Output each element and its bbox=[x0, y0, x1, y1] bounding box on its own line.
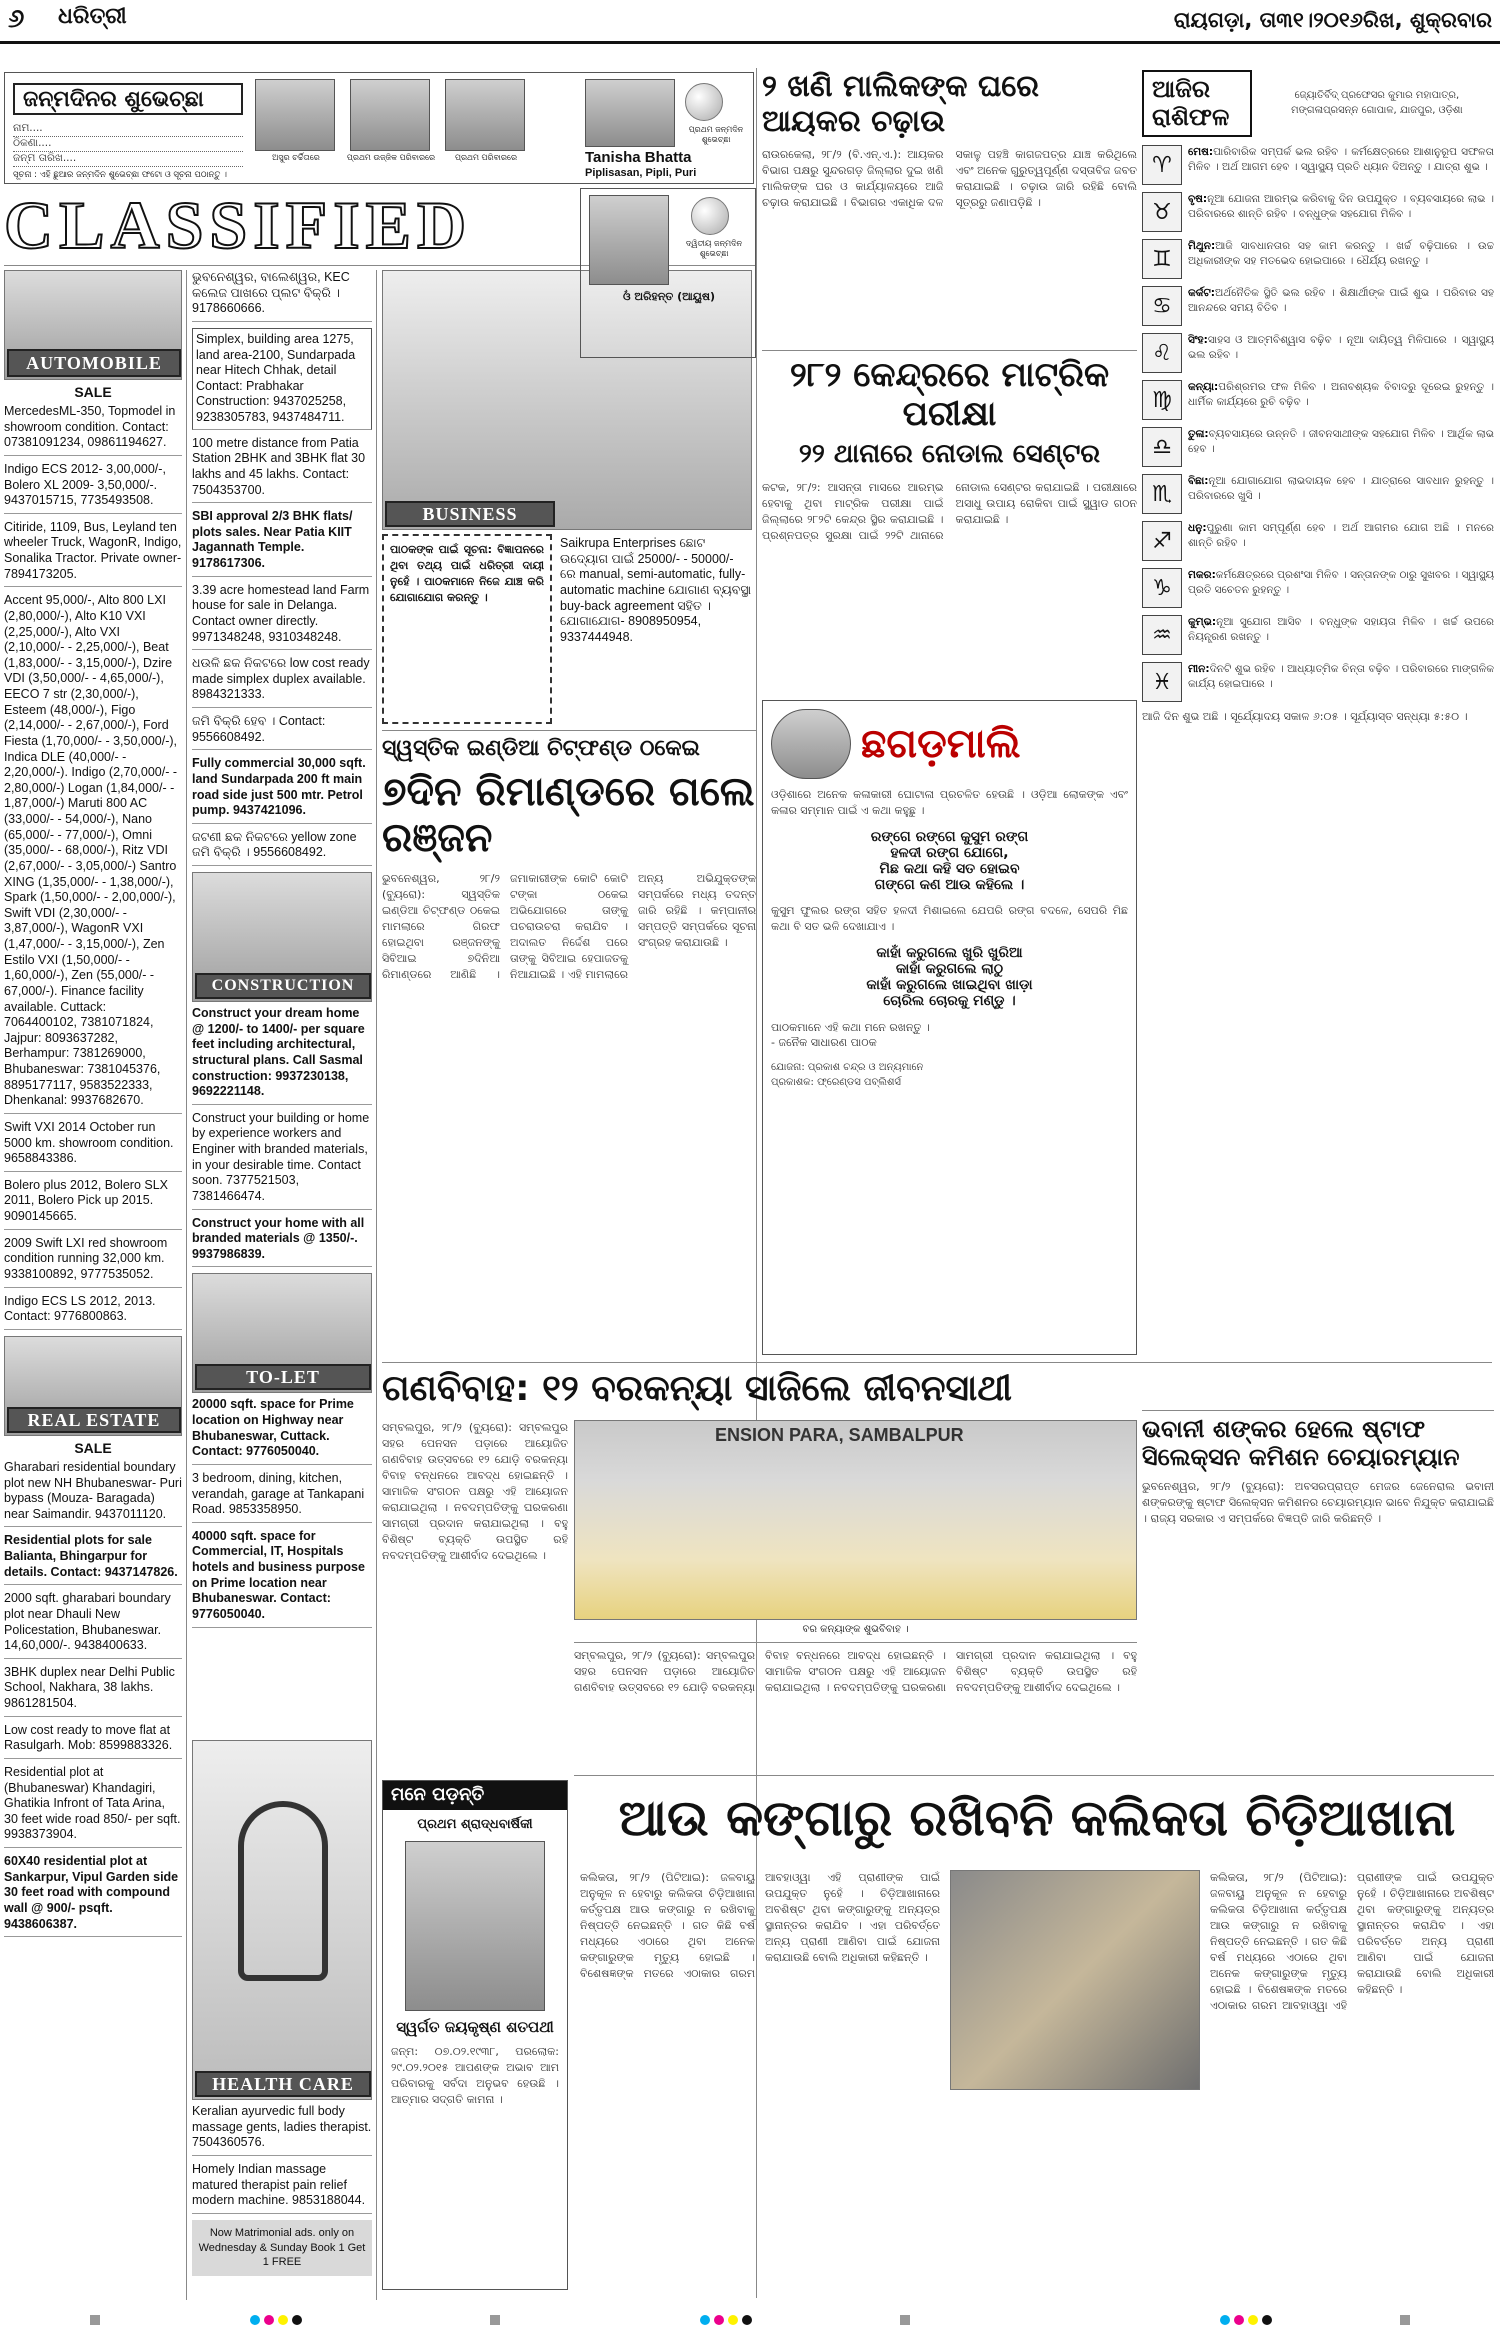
zodiac-name: କୁମ୍ଭ: bbox=[1188, 616, 1217, 629]
zodiac-text bbox=[1188, 568, 1494, 608]
zodiac-item bbox=[1142, 474, 1494, 514]
classified-ad: ଜମି ବିକ୍ରି ହେବ । Contact: 9556608492. bbox=[192, 714, 372, 750]
classified-ad: 3BHK duplex near Delhi Public School, Nakhara, 38 lakhs. 9861281504. bbox=[4, 1665, 182, 1717]
zodiac-sign-icon: ♌ bbox=[1142, 333, 1182, 373]
page-number: ୬ bbox=[8, 4, 25, 34]
business-ad: Saikrupa Enterprises ଛୋଟ ଉଦ୍ୟୋଗ ପାଇଁ 25000/- - 50000/- ରେ manual, semi-automatic, fully-automatic machine ଯୋଗାଣ ବ୍ୟବସ୍ଥା buy-back agreement ସହିତ । ଯୋଗାଯୋଗ- 8908950954, 9337444948. bbox=[560, 536, 752, 644]
birthday-title: ଜନ୍ମଦିନର ଶୁଭେଚ୍ଛା bbox=[23, 87, 204, 112]
classified-ad: Swift VXI 2014 October run 5000 km. showroom condition. 9658843386. bbox=[4, 1120, 182, 1172]
classified-ad: 2000 sqft. gharabari boundary plot near Dhauli New Policestation, Bhubaneswar. 14,60,000/-. 9438400633. bbox=[4, 1591, 182, 1659]
baby-photo-2 bbox=[350, 79, 430, 151]
zodiac-sign-icon: ♑ bbox=[1142, 568, 1182, 608]
zodiac-item bbox=[1142, 521, 1494, 561]
raid-body: ରାଉରକେଲା, ୨୮/୨ (ବି.ଏନ୍.ଏ.): ଆୟକର ବିଭାଗ ପକ୍ଷରୁ ସୁନ୍ଦରଗଡ଼ ଜିଲ୍ଲାର ଦୁଇ ଖଣି ମାଲିକଙ୍କ ଘର ଓ କାର୍ଯ୍ୟାଳୟରେ ଆଜି ଚଢ଼ାଉ କରାଯାଇଛି । ବିଭାଗର ଏକାଧିକ ଦଳ ସକାଳୁ ପହଞ୍ଚି କାଗଜପତ୍ର ଯାଞ୍ଚ କରିଥିଲେ ଏବଂ ଅନେକ ଗୁରୁତ୍ୱପୂର୍ଣ୍ଣ ଦସ୍ତାବିଜ ଜବତ କରାଯାଇଛି । ଚଢ଼ାଉ ଜାରି ରହିଛି ବୋଲି ସୂତ୍ରରୁ ଜଣାପଡ଼ିଛି । bbox=[762, 148, 1137, 209]
zodiac-prediction: ଅର୍ଥନୈତିକ ସ୍ଥିତି ଭଲ ରହିବ । ଶିକ୍ଷାର୍ଥୀଙ୍କ ପାଇଁ ଶୁଭ । ପରିବାର ସହ ଆନନ୍ଦରେ ସମୟ ବିତିବ । bbox=[1188, 287, 1494, 315]
classified-ad: 40000 sqft. space for Commercial, IT, Hospitals hotels and business purpose on Prime location near Bhubaneswar. Contact: 9776050040. bbox=[192, 1529, 372, 1628]
matrimonial-note: Now Matrimonial ads. only on Wednesday & Sunday Book 1 Get 1 FREE bbox=[192, 2220, 372, 2277]
birthday-form-address: ଠିକଣା.... bbox=[13, 136, 243, 152]
memorial-photo bbox=[405, 1841, 545, 2011]
tolet-label: TO-LET bbox=[195, 1364, 371, 1390]
classified-ad: 2009 Swift LXI red showroom condition running 32,000 km. 9338100892, 9777535052. bbox=[4, 1236, 182, 1288]
classified-ad: Low cost ready to move flat at Rasulgarh. Mob: 8599883326. bbox=[4, 1723, 182, 1759]
masthead bbox=[0, 0, 1500, 44]
zodiac-sign-icon: ♏ bbox=[1142, 474, 1182, 514]
zodiac-prediction: ଆଜି ସାବଧାନତାର ସହ କାମ କରନ୍ତୁ । ଖର୍ଚ୍ଚ ବଢ଼ିପାରେ । ଉଚ୍ଚ ଅଧିକାରୀଙ୍କ ସହ ମତଭେଦ ହୋଇପାରେ । ଧୈର୍ଯ୍ୟ ରଖନ୍ତୁ । bbox=[1188, 240, 1494, 268]
zodiac-name: ଧନୁ: bbox=[1188, 522, 1207, 535]
dateline: ରାୟଗଡ଼ା, ତା୩୧।୨୦୧୬ରିଖ, ଶୁକ୍ରବାର bbox=[1173, 8, 1492, 32]
classified-ad: Homely Indian massage matured therapist pain relief modern machine. 9853188044. bbox=[192, 2162, 372, 2214]
business-label: BUSINESS bbox=[385, 501, 555, 527]
ad-notice: ପାଠକଙ୍କ ପାଇଁ ସୂଚନା: ବିଜ୍ଞାପନରେ ଥିବା ତଥ୍ୟ ପାଇଁ ଧରିତ୍ରୀ ଦାୟୀ ନୁହେଁ । ପାଠକମାନେ ନିଜେ ଯାଞ୍ଚ କରି ଯୋଗାଯୋଗ କରନ୍ତୁ । bbox=[390, 543, 544, 604]
zodiac-name: କନ୍ୟା: bbox=[1188, 381, 1219, 394]
classified-col-1 bbox=[4, 270, 182, 2300]
zodiac-name: ତୁଳା: bbox=[1188, 428, 1209, 441]
bhawani-headline: ଭବାନୀ ଶଙ୍କର ହେଲେ ଷ୍ଟାଫ ସିଲେକ୍ସନ କମିଶନ ଚେୟାରମ୍ୟାନ bbox=[1142, 1415, 1460, 1471]
bhawani-body: ଭୁବନେଶ୍ୱର, ୨୮/୨ (ବ୍ୟୁରୋ): ଅବସରପ୍ରାପ୍ତ ମେଜର ଜେନେରାଲ ଭବାନୀ ଶଙ୍କରଙ୍କୁ ଷ୍ଟାଫ ସିଲେକ୍ସନ କମିଶନର ଚେୟାରମ୍ୟାନ ଭାବେ ନିଯୁକ୍ତ କରାଯାଇଛି । ରାଜ୍ୟ ସରକାର ଏ ସମ୍ପର୍କରେ ବିଜ୍ଞପ୍ତି ଜାରି କରିଛନ୍ତି । bbox=[1142, 1480, 1494, 1526]
construction-label: CONSTRUCTION bbox=[195, 973, 371, 999]
zodiac-sign-icon: ♈ bbox=[1142, 145, 1182, 185]
zodiac-prediction: ବ୍ୟବସାୟରେ ଉନ୍ନତି । ଜୀବନସାଥୀଙ୍କ ସହଯୋଗ ମିଳିବ । ଆର୍ଥିକ ଲାଭ ହେବ । bbox=[1188, 428, 1494, 456]
memorial-title: ମନେ ପଡ଼ନ୍ତି bbox=[383, 1781, 567, 1810]
chitfund-kicker: ସ୍ୱସ୍ତିକ ଇଣ୍ଡିଆ ଚିଟ୍‌ଫଣ୍ଡ ଠକେଇ bbox=[382, 736, 700, 761]
automobile-image bbox=[4, 270, 182, 380]
healthcare-image bbox=[192, 1740, 372, 2100]
classified-ad: Construct your dream home @ 1200/- to 1400/- per square feet including architectural, structural plans. Call Sasmal construction: 9937230138, 9692221148. bbox=[192, 1006, 372, 1105]
birthday-note: ସୂଚନା : ଏହି ଛୁଆର ଜନ୍ମଦିନ ଶୁଭେଚ୍ଛା ଫଟୋ ଓ ସୂଚନା ପଠାନ୍ତୁ । bbox=[13, 170, 227, 180]
classified-ad: SBI approval 2/3 BHK flats/ plots sales. Near Patia KIIT Jagannath Temple. 9178617306. bbox=[192, 509, 372, 577]
zodiac-prediction: ସାହସ ଓ ଆତ୍ମବିଶ୍ୱାସ ବଢ଼ିବ । ନୂଆ ଦାୟିତ୍ୱ ମିଳିପାରେ । ସ୍ୱାସ୍ଥ୍ୟ ଭଲ ରହିବ । bbox=[1188, 334, 1494, 362]
zodiac-name: ମୀନ: bbox=[1188, 663, 1210, 676]
wedding-body-2: ସମ୍ବଲପୁର, ୨୮/୨ (ବ୍ୟୁରୋ): ସମ୍ବଲପୁର ସହର ପେନସନ ପଡ଼ାରେ ଆୟୋଜିତ ଗଣବିବାହ ଉତ୍ସବରେ ୧୨ ଯୋଡ଼ି ବରକନ୍ୟା ବିବାହ ବନ୍ଧନରେ ଆବଦ୍ଧ ହୋଇଛନ୍ତି । ସାମାଜିକ ସଂଗଠନ ପକ୍ଷରୁ ଏହି ଆୟୋଜନ କରାଯାଇଥିଲା । ନବଦମ୍ପତିଙ୍କୁ ଘରକରଣା ସାମଗ୍ରୀ ପ୍ରଦାନ କରାଯାଇଥିଲା । ବହୁ ବିଶିଷ୍ଟ ବ୍ୟକ୍ତି ଉପସ୍ଥିତ ରହି ନବଦମ୍ପତିଙ୍କୁ ଆଶୀର୍ବାଦ ଦେଇଥିଲେ । bbox=[574, 1649, 1137, 1694]
rashiphal-author: ଜ୍ୟୋତିର୍ବିଦ୍ ପ୍ରଫେସର କୁମାର ମହାପାତ୍ର, ମଙ୍ଗଳାପ୍ରସନ୍ନ ଗୋପାଳ, ଯାଜପୁର, ଓଡ଼ିଶା bbox=[1291, 90, 1463, 116]
rashiphal-title-box bbox=[1142, 70, 1252, 137]
second-baby-name: ଓଁ ଅରିହନ୍ତ (ଆୟୁଷ) bbox=[623, 290, 715, 303]
chitfund-story bbox=[382, 736, 756, 1356]
zodiac-text bbox=[1188, 521, 1494, 561]
zodiac-text bbox=[1188, 662, 1494, 702]
zodiac-item bbox=[1142, 615, 1494, 655]
photo-label-2: ପ୍ରଥମ ଉଜ୍ଜିକ ପରିବାରରେ bbox=[346, 153, 436, 162]
zodiac-text bbox=[1188, 474, 1494, 514]
zodiac-sign-icon: ♍ bbox=[1142, 380, 1182, 420]
classified-ad: Fully commercial 30,000 sqft. land Sundarpada 200 ft main road side just 500 mtr. Petrol pump. 9437421096. bbox=[192, 756, 372, 824]
zodiac-prediction: ନୂଆ ଯୋଗାଯୋଗ ଲାଭଦାୟକ ହେବ । ଯାତ୍ରାରେ ସାବଧାନ ରୁହନ୍ତୁ । ପରିବାରରେ ଖୁସି । bbox=[1188, 475, 1494, 503]
zoo-headline: ଆଉ କଙ୍ଗାରୁ ରଖିବନି କଲିକତା ଚିଡ଼ିଆଖାନା bbox=[618, 1789, 1456, 1847]
sale-heading: SALE bbox=[74, 384, 112, 400]
classified-ad: Citiride, 1109, Bus, Leyland ten wheeler Truck, WagonR, Indigo, Sonalika Tractor. Private owner- 7894173205. bbox=[4, 520, 182, 588]
classified-ad: Construct your building or home by experience workers and Enginer with branded materials, in your desirable time. Contact soon. 7377521503, 7381466474. bbox=[192, 1111, 372, 1210]
baby-photo-4 bbox=[589, 195, 669, 285]
classified-ad: Indigo ECS 2012- 3,00,000/-, Bolero XL 2009- 3,50,000/-. 9437015715, 7735493508. bbox=[4, 462, 182, 514]
rashiphal-title: ଆଜିର ରାଶିଫଳ bbox=[1152, 75, 1230, 131]
kangaroo-photo bbox=[950, 1870, 1200, 2090]
cartoon-credit-1: ଯୋଜନା: ପ୍ରକାଶ ଚନ୍ଦ୍ର ଓ ଅନ୍ୟମାନେ bbox=[771, 1062, 924, 1074]
zodiac-name: ବୃଷ: bbox=[1188, 193, 1208, 206]
second-badge: ଦ୍ୱିତୀୟ ଜନ୍ମଦିନ ଶୁଭେଚ୍ଛା bbox=[685, 239, 743, 258]
zoo-body: କଲିକତା, ୨୮/୨ (ପିଟିଆଇ): ଜଳବାୟୁ ଅନୁକୂଳ ନ ହେବାରୁ କଲିକତା ଚିଡ଼ିଆଖାନା କର୍ତ୍ତୃପକ୍ଷ ଆଉ କଙ୍ଗାରୁ ନ ରଖିବାକୁ ନିଷ୍ପତ୍ତି ନେଇଛନ୍ତି । ଗତ କିଛି ବର୍ଷ ମଧ୍ୟରେ ଏଠାରେ ଥିବା ଅନେକ କଙ୍ଗାରୁଙ୍କ ମୃତ୍ୟୁ ହୋଇଛି । ବିଶେଷଜ୍ଞଙ୍କ ମତରେ ଏଠାକାର ଗରମ ଆବହାଓ୍ୱା ଏହି ପ୍ରାଣୀଙ୍କ ପାଇଁ ଉପଯୁକ୍ତ ନୁହେଁ । ଚିଡ଼ିଆଖାନାରେ ଅବଶିଷ୍ଟ ଥିବା କଙ୍ଗାରୁଙ୍କୁ ଅନ୍ୟତ୍ର ସ୍ଥାନାନ୍ତର କରାଯିବ । ଏହା ପରିବର୍ତ୍ତେ ଅନ୍ୟ ପ୍ରାଣୀ ଆଣିବା ପାଇଁ ଯୋଜନା କରାଯାଉଛି ବୋଲି ଅଧିକାରୀ କହିଛନ୍ତି । bbox=[580, 1871, 940, 1980]
cartoon-mid: କୁସୁମ ଫୁଲର ରଙ୍ଗ ସହିତ ହଳଦୀ ମିଶାଇଲେ ଯେପରି ରଙ୍ଗ ବଦଳେ, ସେପରି ମିଛ କଥା ବି ସତ ଭଳି ଦେଖାଯାଏ । bbox=[771, 904, 1128, 934]
classified-ad: Gharabari residential boundary plot new NH Bhubaneswar- Puri bypass (Mouza- Baragada) near Saimandir. 9437011120. bbox=[4, 1460, 182, 1528]
zodiac-prediction: ନୂଆ ଯୋଜନା ଆରମ୍ଭ କରିବାକୁ ଦିନ ଉପଯୁକ୍ତ । ବ୍ୟବସାୟରେ ଲାଭ । ପରିବାରରେ ଶାନ୍ତି ରହିବ । ବନ୍ଧୁଙ୍କ ସହଯୋଗ ମିଳିବ । bbox=[1188, 193, 1494, 221]
zodiac-text bbox=[1188, 239, 1494, 279]
zodiac-sign-icon: ♊ bbox=[1142, 239, 1182, 279]
memorial-details: ଜନ୍ମ: ୦୭.୦୨.୧୯୩୮, ପରଲୋକ: ୨୯.୦୨.୨୦୧୫ ଆପଣଙ୍କ ଅଭାବ ଆମ ପରିବାରକୁ ସର୍ବଦା ଅନୁଭବ ହେଉଛି । ଆତ୍ମାର ସଦ୍ଗତି କାମନା । bbox=[391, 2044, 559, 2106]
zodiac-sign-icon: ♋ bbox=[1142, 286, 1182, 326]
healthcare-label: HEALTH CARE bbox=[195, 2071, 371, 2097]
memorial-name: ସ୍ୱର୍ଗତ ଜୟକୃଷ୍ଣ ଶତପଥୀ bbox=[396, 2017, 554, 2036]
balloon-icon-2 bbox=[691, 197, 729, 235]
memorial-box bbox=[382, 1780, 568, 2290]
zodiac-prediction: ଦିନଟି ଶୁଭ ରହିବ । ଆଧ୍ୟାତ୍ମିକ ଚିନ୍ତା ବଢ଼ିବ । ପରିବାରରେ ମାଙ୍ଗଳିକ କାର୍ଯ୍ୟ ହୋଇପାରେ । bbox=[1188, 663, 1494, 691]
classified-ad: 60X40 residential plot at Sankarpur, Vipul Garden side 30 feet road with compound wall @ 900/- psqft. 9438606387. bbox=[4, 1854, 182, 1937]
classified-ad: Residential plot at (Bhubaneswar) Khandagiri, Ghatikia Infront of Tata Arina, 30 feet wide road 850/- per sqft. 9938373904. bbox=[4, 1765, 182, 1848]
balloon-icon bbox=[685, 83, 723, 121]
zodiac-item bbox=[1142, 568, 1494, 608]
raid-headline: ୨ ଖଣି ମାଲିକଙ୍କ ଘରେ ଆୟକର ଚଢ଼ାଉ bbox=[762, 69, 1039, 139]
zodiac-prediction: ପାରିବାରିକ ସମ୍ପର୍କ ଭଲ ରହିବ । କର୍ମକ୍ଷେତ୍ରରେ ଆଶାନୁରୂପ ସଫଳତା ମିଳିବ । ଅର୍ଥ ଆଗମ ହେବ । ସ୍ୱାସ୍ଥ୍ୟ ପ୍ରତି ଧ୍ୟାନ ଦିଅନ୍ତୁ । ଯାତ୍ରା ଶୁଭ । bbox=[1188, 146, 1494, 174]
zodiac-sign-icon: ♓ bbox=[1142, 662, 1182, 702]
featured-baby-photo bbox=[585, 79, 675, 147]
zodiac-item bbox=[1142, 286, 1494, 326]
ad-notice-box bbox=[382, 534, 552, 724]
realestate-label: REAL ESTATE bbox=[7, 1407, 181, 1433]
classified-title: CLASSIFIED bbox=[4, 187, 473, 263]
wedding-photo bbox=[574, 1420, 1137, 1620]
stethoscope-icon bbox=[238, 1801, 328, 1981]
birthday-card-2 bbox=[580, 188, 756, 358]
zodiac-text bbox=[1188, 333, 1494, 373]
zodiac-text bbox=[1188, 192, 1494, 232]
wedding-body: ସମ୍ବଲପୁର, ୨୮/୨ (ବ୍ୟୁରୋ): ସମ୍ବଲପୁର ସହର ପେନସନ ପଡ଼ାରେ ଆୟୋଜିତ ଗଣବିବାହ ଉତ୍ସବରେ ୧୨ ଯୋଡ଼ି ବରକନ୍ୟା ବିବାହ ବନ୍ଧନରେ ଆବଦ୍ଧ ହୋଇଛନ୍ତି । ସାମାଜିକ ସଂଗଠନ ପକ୍ଷରୁ ଏହି ଆୟୋଜନ କରାଯାଇଥିଲା । ନବଦମ୍ପତିଙ୍କୁ ଘରକରଣା ସାମଗ୍ରୀ ପ୍ରଦାନ କରାଯାଇଥିଲା । ବହୁ ବିଶିଷ୍ଟ ବ୍ୟକ୍ତି ଉପସ୍ଥିତ ରହି ନବଦମ୍ପତିଙ୍କୁ ଆଶୀର୍ବାଦ ଦେଇଥିଲେ । bbox=[382, 1421, 568, 1562]
cartoon-intro: ଓଡ଼ିଶାରେ ଅନେକ କଳାକାରୀ ଘୋଟାଳା ପ୍ରଚଳିତ ହେଉଛି । ଓଡ଼ିଆ ଲୋକଙ୍କ ଏବଂ କଳାର ସମ୍ମାନ ପାଇଁ ଏ କଥା କହୁଛୁ । bbox=[771, 788, 1128, 817]
classified-ad: Construct your home with all branded materials @ 1350/-. 9937986839. bbox=[192, 1216, 372, 1268]
featured-badge: ପ୍ରଥମ ଜନ୍ମଦିନ ଶୁଭେଚ୍ଛା bbox=[688, 125, 744, 144]
classified-ad: Indigo ECS LS 2012, 2013. Contact: 9776800863. bbox=[4, 1294, 182, 1330]
photo-label-3: ପ୍ରଥମ ପରିବାରରେ bbox=[454, 153, 518, 162]
cartoon-box bbox=[762, 700, 1137, 1355]
zodiac-text bbox=[1188, 145, 1494, 185]
chitfund-headline: ୭ଦିନ ରିମାଣ୍ଡରେ ଗଲେ ରଞ୍ଜନ bbox=[382, 769, 755, 862]
cartoon-face-icon bbox=[771, 709, 851, 779]
zodiac-text bbox=[1188, 286, 1494, 326]
raid-story bbox=[762, 70, 1137, 350]
construction-image bbox=[192, 872, 372, 1002]
classified-ad: ଜଟଣୀ ଛକ ନିକଟରେ yellow zone ଜମି ବିକ୍ରି । 9556608492. bbox=[192, 830, 372, 866]
wedding-headline: ଗଣବିବାହ: ୧୨ ବରକନ୍ୟା ସାଜିଲେ ଜୀବନସାଥୀ bbox=[382, 1368, 1012, 1409]
zodiac-sign-icon: ♐ bbox=[1142, 521, 1182, 561]
memorial-subtitle: ପ୍ରଥମ ଶ୍ରାଦ୍ଧବାର୍ଷିକୀ bbox=[417, 1816, 533, 1832]
healthcare-block bbox=[192, 1740, 372, 2300]
zodiac-text bbox=[1188, 615, 1494, 655]
zodiac-sign-icon: ♉ bbox=[1142, 192, 1182, 232]
matric-body: କଟକ, ୨୮/୨: ଆସନ୍ତା ମାସରେ ଆରମ୍ଭ ହେବାକୁ ଥିବା ମାଟ୍ରିକ ପରୀକ୍ଷା ପାଇଁ ଜିଲ୍ଲାରେ ୨୮୨ଟି କେନ୍ଦ୍ର ସ୍ଥିର କରାଯାଇଛି । ପ୍ରଶ୍ନପତ୍ର ସୁରକ୍ଷା ପାଇଁ ୨୨ଟି ଥାନାରେ ନୋଡାଲ ସେଣ୍ଟର କରାଯାଇଛି । ପରୀକ୍ଷାରେ ଅସାଧୁ ଉପାୟ ରୋକିବା ପାଇଁ ସ୍କ୍ୱାଡ ଗଠନ କରାଯାଇଛି । bbox=[762, 481, 1137, 542]
print-marks bbox=[0, 2305, 1500, 2335]
zodiac-name: ମିଥୁନ: bbox=[1188, 240, 1216, 253]
sale-heading-2: SALE bbox=[74, 1439, 112, 1456]
zodiac-name: କର୍କଟ: bbox=[1188, 287, 1215, 300]
zodiac-item bbox=[1142, 239, 1494, 279]
cartoon-credit-2: ପ୍ରକାଶକ: ଫ୍ରେଣ୍ଡସ ପବ୍ଲିଶର୍ସ bbox=[771, 1076, 901, 1088]
zodiac-name: ବିଛା: bbox=[1188, 475, 1209, 488]
zodiac-list bbox=[1142, 145, 1494, 702]
classified-ad: Simplex, building area 1275, land area-2100, Sundarpada near Hitech Chhak, detail Contact: Prabhakar Construction: 9437025258, 9238305783, 9437484711. bbox=[192, 328, 372, 430]
zodiac-name: ମକର: bbox=[1188, 569, 1216, 582]
classified-ad: 20000 sqft. space for Prime location on Highway near Bhubaneswar, Cuttack. Contact: 9776050040. bbox=[192, 1397, 372, 1465]
cartoon-verse-1: ରଙ୍ଗେ ରଙ୍ଗେ କୁସୁମ ରଙ୍ଗ ହଳଦୀ ରଙ୍ଗ ଯୋଗେ, ମିଛ କଥା କହି ସତ ହୋଇବ ଗଙ୍ଗେ କଣ ଆଉ କହିଲେ । bbox=[870, 828, 1029, 894]
paper-logo bbox=[58, 4, 127, 29]
tolet-image bbox=[192, 1273, 372, 1393]
zodiac-item bbox=[1142, 145, 1494, 185]
wedding-photo-sign: ENSION PARA, SAMBALPUR bbox=[715, 1425, 964, 1445]
realestate-image bbox=[4, 1336, 182, 1436]
zodiac-name: ମେଷ: bbox=[1188, 146, 1214, 159]
baby-photo-3 bbox=[445, 79, 525, 151]
birthday-box bbox=[4, 72, 754, 184]
classified-ad: ଭୁବନେଶ୍ୱର, ବାଲେଶ୍ୱର, KEC କଲେଜ ପାଖରେ ପ୍ଲଟ ବିକ୍ରି । 9178660666. bbox=[192, 270, 372, 322]
zodiac-item bbox=[1142, 333, 1494, 373]
zodiac-text bbox=[1188, 380, 1494, 420]
zodiac-item bbox=[1142, 427, 1494, 467]
paper-name: ଧରିତ୍ରୀ bbox=[58, 4, 127, 29]
bhawani-story bbox=[1142, 1416, 1494, 1616]
classified-ad: Residential plots for sale Balianta, Bhingarpur for details. Contact: 9437147826. bbox=[4, 1533, 182, 1585]
zodiac-name: ସିଂହ: bbox=[1188, 334, 1208, 347]
featured-baby-name: Tanisha Bhatta bbox=[585, 149, 692, 166]
zodiac-item bbox=[1142, 192, 1494, 232]
classified-ad: 100 metre distance from Patia Station 2BHK and 3BHK flat 30 lakhs and 45 lakhs. Contact: 7504353700. bbox=[192, 436, 372, 504]
cartoon-verse-2: କାହାଁ କରୁଗଲେ ଖୁରି ଖୁରିଆ କାହାଁ କରୁଗଲେ ଲାଠୁ କାହାଁ କରୁଗଲେ ଖାଇଥିବା ଖାଡ଼ା ଚୋରିଲ ଚୋରକୁ ମଣ୍ଡୁ । bbox=[866, 945, 1033, 1010]
cartoon-title: ଛଗଡ଼ମାଲି bbox=[861, 721, 1021, 767]
automobile-label: AUTOMOBILE bbox=[7, 349, 181, 377]
zodiac-prediction: କର୍ମକ୍ଷେତ୍ରରେ ପ୍ରଶଂସା ମିଳିବ । ସନ୍ତାନଙ୍କ ଠାରୁ ସୁଖବର । ସ୍ୱାସ୍ଥ୍ୟ ପ୍ରତି ସଚେତନ ରୁହନ୍ତୁ । bbox=[1188, 569, 1494, 597]
wedding-caption: ବର କନ୍ୟାଙ୍କ ଶୁଭବିବାହ । bbox=[802, 1624, 909, 1635]
classified-ad: MercedesML-350, Topmodel in showroom condition. Contact: 07381091234, 09861194627. bbox=[4, 404, 182, 456]
classified-ad: ଧଉଳି ଛକ ନିକଟରେ low cost ready made simplex duplex available. 8984321333. bbox=[192, 656, 372, 708]
zodiac-sign-icon: ♎ bbox=[1142, 427, 1182, 467]
zodiac-item bbox=[1142, 380, 1494, 420]
matric-story bbox=[762, 356, 1137, 696]
zodiac-prediction: ନୂଆ ସୁଯୋଗ ଆସିବ । ବନ୍ଧୁଙ୍କ ସହାୟତା ମିଳିବ । ଖର୍ଚ୍ଚ ଉପରେ ନିୟନ୍ତ୍ରଣ ରଖନ୍ତୁ । bbox=[1188, 616, 1494, 644]
rashiphal-column bbox=[1142, 70, 1494, 1360]
baby-photo-1 bbox=[255, 79, 335, 151]
classified-ad: Keralian ayurvedic full body massage gents, ladies therapist. 7504360576. bbox=[192, 2104, 372, 2156]
zodiac-sign-icon: ♒ bbox=[1142, 615, 1182, 655]
classified-ad: 3 bedroom, dining, kitchen, verandah, garage at Tankapani Road. 9853358950. bbox=[192, 1471, 372, 1523]
zodiac-prediction: ପୁରୁଣା କାମ ସମ୍ପୂର୍ଣ୍ଣ ହେବ । ଅର୍ଥ ଆଗମର ଯୋଗ ଅଛି । ମନରେ ଶାନ୍ତି ରହିବ । bbox=[1188, 522, 1494, 550]
birthday-form-name: ନାମ.... bbox=[13, 121, 243, 137]
classified-ad: Bolero plus 2012, Bolero SLX 2011, Bolero Pick up 2015. 9090145665. bbox=[4, 1178, 182, 1230]
zodiac-text bbox=[1188, 427, 1494, 467]
cartoon-end: ପାଠକମାନେ ଏହି କଥା ମନେ ରଖନ୍ତୁ । - ଜନୈକ ସାଧାରଣ ପାଠକ bbox=[771, 1020, 930, 1050]
matric-subhead: ୨୨ ଥାନାରେ ନୋଡାଲ ସେଣ୍ଟର bbox=[798, 439, 1101, 470]
classified-ad: 3.39 acre homestead land Farm house for sale in Delanga. Contact owner directly. 9971348248, 9310348248. bbox=[192, 583, 372, 651]
matric-headline: ୨୮୨ କେନ୍ଦ୍ରରେ ମାଟ୍ରିକ ପରୀକ୍ଷା bbox=[789, 355, 1110, 435]
classified-ad: Accent 95,000/-, Alto 800 LXI (2,80,000/-), Alto K10 VXI (2,25,000/-), Alto VXI (2,10,000/- - 2,25,000/-), Beat (1,83,000/- - 3,15,000/-), Dzire VDI (3,50,000/- - 4,65,000/-), EECO 7 str (2,30,000/-), Esteem (48,000/-), Figo (2,14,000/- - 2,67,000/-), Ford Fiesta (1,70,000/- - 3,50,000/-), Indica DLE (40,000/- - 2,20,000/-). Indigo (2,70,000/- - 2,80,000/-) Logan (1,84,000/- - 1,87,000/-) Maruti 800 AC (33,000/- - 54,000/-), Nano (65,000/- - 77,000/-), Omni (35,000/- - 68,000/-), Ritz VDI (2,67,000/- - 3,05,000/-) Santro XING (1,35,000/- - 1,38,000/-), Spark (1,50,000/- - 2,00,000/-), Swift VDI (2,30,000/- - 3,87,000/-), WagonR VXI (1,47,000/- - 3,15,000/-), Zen Estilo VXI (1,50,000/- - 1,60,000/-), Zen (55,000/- - 67,000/-). Finance facility available. Cuttack: 7064400102, 7381071824, Jajpur: 8093637282, Berhampur: 7381269000, Bhubaneswar: 7381045376, 8895177117, 9583522333, Dhenkanal: 9937682670. bbox=[4, 593, 182, 1114]
birthday-form-dob: ଜନ୍ମ ତାରିଖ.... bbox=[13, 151, 243, 167]
zoo-body-2: କଲିକତା, ୨୮/୨ (ପିଟିଆଇ): ଜଳବାୟୁ ଅନୁକୂଳ ନ ହେବାରୁ କଲିକତା ଚିଡ଼ିଆଖାନା କର୍ତ୍ତୃପକ୍ଷ ଆଉ କଙ୍ଗାରୁ ନ ରଖିବାକୁ ନିଷ୍ପତ୍ତି ନେଇଛନ୍ତି । ଗତ କିଛି ବର୍ଷ ମଧ୍ୟରେ ଏଠାରେ ଥିବା ଅନେକ କଙ୍ଗାରୁଙ୍କ ମୃତ୍ୟୁ ହୋଇଛି । ବିଶେଷଜ୍ଞଙ୍କ ମତରେ ଏଠାକାର ଗରମ ଆବହାଓ୍ୱା ଏହି ପ୍ରାଣୀଙ୍କ ପାଇଁ ଉପଯୁକ୍ତ ନୁହେଁ । ଚିଡ଼ିଆଖାନାରେ ଅବଶିଷ୍ଟ ଥିବା କଙ୍ଗାରୁଙ୍କୁ ଅନ୍ୟତ୍ର ସ୍ଥାନାନ୍ତର କରାଯିବ । ଏହା ପରିବର୍ତ୍ତେ ଅନ୍ୟ ପ୍ରାଣୀ ଆଣିବା ପାଇଁ ଯୋଜନା କରାଯାଉଛି ବୋଲି ଅଧିକାରୀ କହିଛନ୍ତି । bbox=[1210, 1871, 1494, 2012]
chitfund-body: ଭୁବନେଶ୍ୱର, ୨୮/୨ (ବ୍ୟୁରୋ): ସ୍ୱସ୍ତିକ ଇଣ୍ଡିଆ ଚିଟ୍‌ଫଣ୍ଡ ଠକେଇ ମାମଲାରେ ଗିରଫ ହୋଇଥିବା ରଞ୍ଜନଙ୍କୁ ସିବିଆଇ ୭ଦିନିଆ ରିମାଣ୍ଡରେ ଆଣିଛି । ଜମାକାରୀଙ୍କ କୋଟି କୋଟି ଟଙ୍କା ଠକେଇ ଅଭିଯୋଗରେ ତାଙ୍କୁ ପଚରାଉଚରା କରାଯିବ । ଅଦାଲତ ନିର୍ଦ୍ଦେଶ ପରେ ତାଙ୍କୁ ସିବିଆଇ ହେପାଜତକୁ ନିଆଯାଇଛି । ଏହି ମାମଲାରେ ଅନ୍ୟ ଅଭିଯୁକ୍ତଙ୍କ ସମ୍ପର୍କରେ ମଧ୍ୟ ତଦନ୍ତ ଜାରି ରହିଛି । କମ୍ପାନୀର ସମ୍ପତ୍ତି ସମ୍ପର୍କରେ ସୂଚନା ସଂଗ୍ରହ କରାଯାଉଛି । bbox=[382, 872, 756, 981]
classified-banner bbox=[4, 187, 524, 263]
rashiphal-footer: ଆଜି ଦିନ ଶୁଭ ଅଛି । ସୂର୍ଯ୍ୟୋଦୟ ସକାଳ ୬:୦୫ । ସୂର୍ଯ୍ୟାସ୍ତ ସନ୍ଧ୍ୟା ୫:୫୦ । bbox=[1142, 710, 1468, 724]
zodiac-item bbox=[1142, 662, 1494, 702]
zodiac-prediction: ପରିଶ୍ରମର ଫଳ ମିଳିବ । ଅନାବଶ୍ୟକ ବିବାଦରୁ ଦୂରେଇ ରୁହନ୍ତୁ । ଧାର୍ମିକ କାର୍ଯ୍ୟରେ ରୁଚି ବଢ଼ିବ । bbox=[1188, 381, 1494, 409]
photo-label-1: ଅସୁର ଚର୍ଚ୍ଚିତାରେ bbox=[272, 153, 320, 162]
featured-baby-place: Piplisasan, Pipli, Puri bbox=[585, 167, 697, 179]
